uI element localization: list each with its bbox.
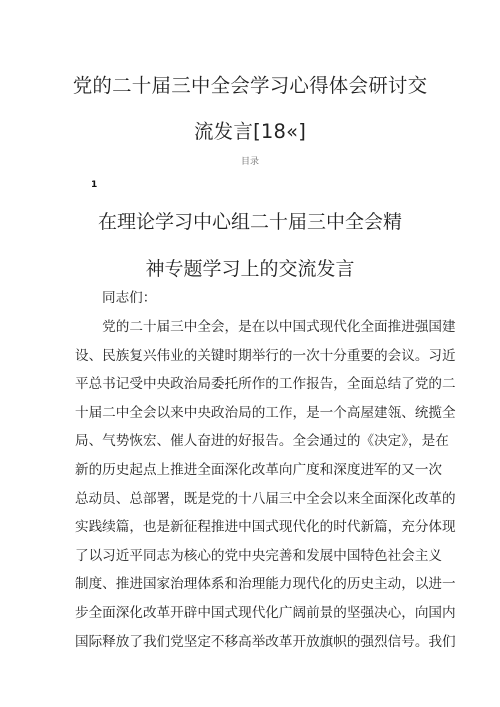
- body-text-line: 新的历史起点上推进全面深化改革向广度和深度进军的又一次: [75, 462, 443, 478]
- body-text-line: 总动员、总部署，既是党的十八届三中全会以来全面深化改革的: [75, 490, 456, 507]
- section-title-line-2: 神专题学习上的交流发言: [145, 258, 355, 280]
- greeting-text: 同志们：: [102, 290, 157, 306]
- section-title-line-1: 在理论学习中心组二十届三中全会精: [97, 211, 402, 233]
- body-text-line: 平总书记受中央政治局委托所作的工作报告，全面总结了党的二: [75, 376, 456, 393]
- table-of-contents-label: 目录: [240, 157, 259, 167]
- body-text-line: 步全面深化改革开辟中国式现代化广阔前景的坚强决心，向国内: [75, 605, 456, 621]
- toc-entry-number: 1: [91, 180, 98, 190]
- body-text-line: 设、民族复兴伟业的关键时期举行的一次十分重要的会议。习近: [75, 347, 456, 364]
- body-text-line: 十届二中全会以来中央政治局的工作，是一个高屋建瓴、统揽全: [75, 404, 456, 421]
- document-title-line-2: 流发言[18«]: [193, 120, 307, 143]
- body-text-line: 党的二十届三中全会，是在以中国式现代化全面推进强国建: [75, 319, 456, 335]
- document-title-line-1: 党的二十届三中全会学习心得体会研讨交: [72, 74, 428, 97]
- body-text-line: 制度、推进国家治理体系和治理能力现代化的历史主动，以进一: [75, 576, 456, 593]
- body-text-line: 实践续篇，也是新征程推进中国式现代化的时代新篇，充分体现: [75, 519, 456, 536]
- body-text-line: 国际释放了我们党坚定不移高举改革开放旗帜的强烈信号。我们: [75, 633, 456, 650]
- body-text-line: 了以习近平同志为核心的党中央完善和发展中国特色社会主义: [75, 547, 443, 564]
- body-text-line: 局、气势恢宏、催人奋进的好报告。全会通过的《决定》，是在: [75, 433, 449, 450]
